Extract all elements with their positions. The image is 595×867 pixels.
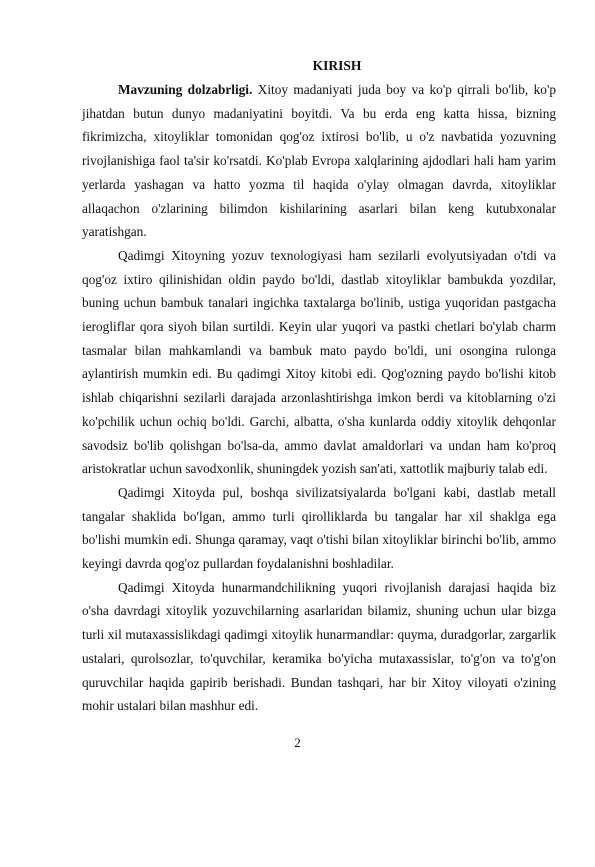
page-number: 2 <box>294 735 301 750</box>
paragraph-relevance <box>82 78 556 244</box>
paragraph-text: Xitoy madaniyati juda boy va ko'p qirrali bo'lib, ko'p jihatdan butun dunyo madaniyatini boyitdi. Va bu erda eng katta hissa, bizning fikrimizcha, xitoyliklar tomonidan qog'oz ixtirosi bo'lib, u o'z navbatida yozuvning rivojlanishiga faol ta'sir ko'rsatdi. Ko'plab Evropa xalqlarining ajdodlari hali ham yarim yerlarda yashagan va hatto yozma til haqida o'ylay olmagan davrda, xitoyliklar allaqachon o'zlarining bilimdon kishilarining asarlari bilan keng kutubxonalar yaratishgan. <box>82 82 556 240</box>
section-title: KIRISH <box>312 58 362 73</box>
paragraph-text: Qadimgi Xitoyda hunarmandchilikning yuqori rivojlanish darajasi haqida biz o'sha davrdagi xitoylik yozuvchilarning asarlaridan bilamiz, shuning uchun ular bizga turli xil mutaxassislikdagi qadimgi xitoylik hunarmandlar: quyma, duradgorlar, zargarlik ustalari, qurolsozlar, to'quvchilar, keramika bo'yicha mutaxassislar, to'g'on va to'g'on quruvchilar haqida gapirib berishadi. Bundan tashqari, har bir Xitoy viloyati o'zining mohir ustalari bilan mashhur edi. <box>82 579 556 714</box>
document-page <box>82 56 556 718</box>
paragraph-text: Qadimgi Xitoyda pul, boshqa sivilizatsiyalarda bo'lgani kabi, dastlab metall tangalar shaklida bo'lgan, ammo turli qirolliklarda bu tangalar har xil shaklga ega bo'lishi mumkin edi. Shunga qaramay, vaqt o'tishi bilan xitoyliklar birinchi bo'lib, ammo keyingi davrda qog'oz pullardan foydalanishni boshladilar. <box>82 484 556 572</box>
paragraph-money <box>82 481 556 576</box>
paragraph-crafts <box>82 576 556 718</box>
paragraph-writing-technology <box>82 244 556 481</box>
paragraph-text: Qadimgi Xitoyning yozuv texnologiyasi ham sezilarli evolyutsiyadan o'tdi va qog'oz ixtiro qilinishidan oldin paydo bo'ldi, dastlab xitoyliklar bambukda yozdilar, buning uchun bambuk tanalari ingichka taxtalarga bo'linib, ustiga yuqoridan pastgacha ierogliflar qora siyoh bilan surtildi. Keyin ular yuqori va pastki chetlari bo'ylab charm tasmalar bilan mahkamlandi va bambuk mato paydo bo'ldi, uni osongina rulonga aylantirish mumkin edi. Bu qadimgi Xitoy kitobi edi. Qog'ozning paydo bo'lishi kitob ishlab chiqarishni sezilarli darajada arzonlashtirishga imkon berdi va kitoblarning o'zi ko'pchilik uchun ochiq bo'ldi. Garchi, albatta, o'sha kunlarda oddiy xitoylik dehqonlar savodsiz bo'lib qolishgan bo'lsa-da, ammo davlat amaldorlari va undan ham ko'proq aristokratlar uchun savodxonlik, shuningdek yozish san'ati, xattotlik majburiy talab edi. <box>82 247 556 477</box>
paragraph-lead-bold: Mavzuning dolzabrligi. <box>118 82 253 97</box>
